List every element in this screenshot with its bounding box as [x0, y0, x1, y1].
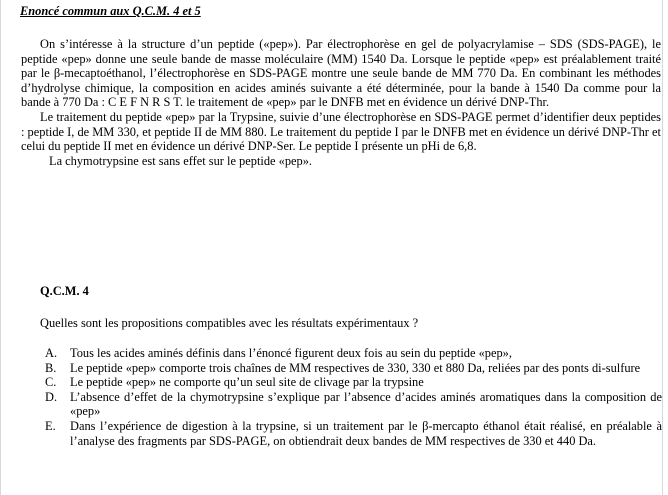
- option-letter: E.: [45, 418, 56, 433]
- option-text: Le peptide «pep» ne comporte qu’un seul site de clivage par la trypsine: [70, 375, 424, 390]
- option-letter: A.: [45, 346, 58, 360]
- qcm-option-c: [40, 375, 662, 390]
- qcm-option-d: [40, 390, 662, 419]
- statement-paragraph-3: La chymotrypsine est sans effet sur le peptide «pep».: [49, 153, 312, 168]
- statement-paragraph-2: Le traitement du peptide «pep» par la Trypsine, suivie d’une électrophorèse en SDS-PAGE permet d’identifier deux peptides : peptide I, de MM 330, et peptide II de MM 880. Le traitement du peptide I par le DNFB met en évidence un dérivé DNP-Thr et celui du peptide II met en évidence un dérivé DNP-Ser. Le peptide I présente un pHi de 6,8.: [21, 109, 661, 154]
- option-text: Le peptide «pep» comporte trois chaînes de MM respectives de 330, 330 et 880 Da, reliées par des ponts di-sulfure: [70, 360, 641, 375]
- statement-paragraph-1: On s’intéresse à la structure d’un peptide («pep»). Par électrophorèse en gel de polyacrylamise – SDS (SDS-PAGE), le peptide «pep» donne une seule bande de masse moléculaire (MM) 1540 Da. Lorsque le peptide «pep» est préalablement traité par le β-mecaptoéthanol, l’électrophorèse en SDS-PAGE montre une seule bande de MM 770 Da. En combinant les méthodes d’hydrolyse chimique, la composition en acides aminés suivante a été déterminée, pour la bande à 1540 Da comme pour la bande à 770 Da : C E F N R S T. le traitement de «pep» par le DNFB met en évidence un dérivé DNP-Thr.: [21, 37, 661, 110]
- option-text: Dans l’expérience de digestion à la trypsine, si un traitement par le β-mercapto éthanol était réalisé, en préalable à l’analyse des fragments par SDS-PAGE, on obtiendrait deux bandes de MM respectives de 330 et 440 Da.: [70, 418, 662, 448]
- qcm-title: Q.C.M. 4: [40, 284, 89, 298]
- option-letter: D.: [45, 389, 58, 404]
- qcm-option-e: [40, 419, 662, 448]
- option-letter: C.: [45, 375, 57, 390]
- qcm-option-a: [40, 346, 662, 361]
- statement-section: [21, 37, 661, 168]
- document-title: Enoncé commun aux Q.C.M. 4 et 5: [20, 4, 201, 18]
- option-letter: B.: [45, 360, 57, 375]
- option-text: Tous les acides aminés définis dans l’énoncé figurent deux fois au sein du peptide «pep»,: [70, 346, 512, 360]
- qcm-question: Quelles sont les propositions compatibles avec les résultats expérimentaux ?: [40, 316, 419, 330]
- qcm-option-b: [40, 361, 662, 376]
- option-text: L’absence d’effet de la chymotrypsine s’explique par l’absence d’acides aminés aromatiques dans la composition de «pep»: [70, 389, 662, 419]
- qcm-options-list: [40, 346, 662, 448]
